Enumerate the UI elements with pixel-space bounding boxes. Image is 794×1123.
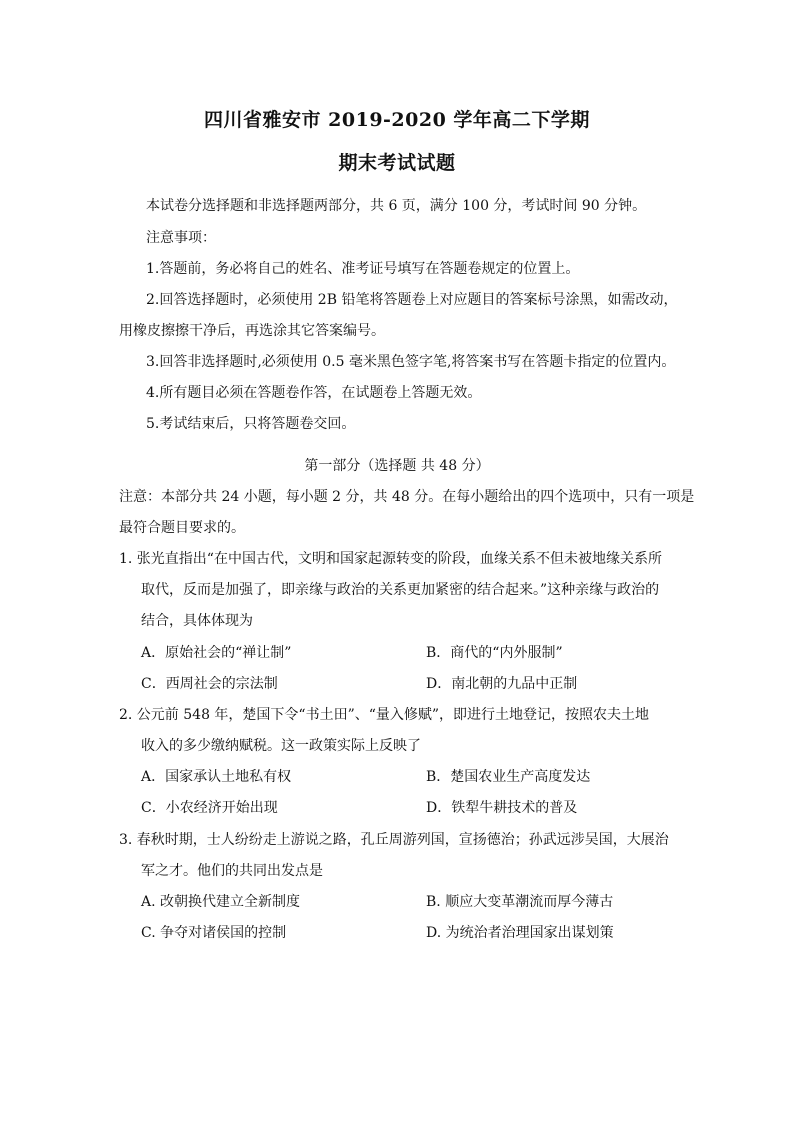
note-item: 3.回答非选择题时,必须使用 0.5 毫米黑色签字笔,将答案书写在答题卡指定的位置内。 [146,354,676,370]
intro-text: 本试卷分选择题和非选择题两部分，共 6 页，满分 100 分，考试时间 90 分钟。 [146,198,647,214]
question-1-option-d: D．南北朝的九品中正制 [426,676,578,692]
question-1-text: 结合，具体体现为 [141,613,253,629]
question-3-text: 3. 春秋时期，士人纷纷走上游说之路，孔丘周游列国，宣扬德治；孙武远涉吴国，大展治 [119,832,669,848]
note-item: 4.所有题目必须在答题卷作答，在试题卷上答题无效。 [146,385,482,401]
question-1-option-c: C．西周社会的宗法制 [141,676,278,692]
question-3-option-d: D. 为统治者治理国家出谋划策 [426,925,614,941]
note-item: 1.答题前，务必将自己的姓名、准考证号填写在答题卷规定的位置上。 [146,261,580,277]
question-1-option-b: B．商代的“内外服制” [426,645,563,661]
question-2-option-b: B．楚国农业生产高度发达 [426,769,591,785]
question-2-text: 收入的多少缴纳赋税。这一政策实际上反映了 [141,738,421,754]
exam-title: 四川省雅安市 2019-2020 学年高二下学期 [204,109,590,131]
notes-header: 注意事项： [146,230,216,246]
question-3-option-b: B. 顺应大变革潮流而厚今薄古 [426,894,614,910]
question-1-option-a: A．原始社会的“禅让制” [141,645,292,661]
section-instruction: 注意：本部分共 24 小题，每小题 2 分，共 48 分。在每小题给出的四个选项中，只有一项是 [119,489,695,505]
question-3-option-c: C. 争夺对诸侯国的控制 [141,925,287,941]
note-item: 2.回答选择题时，必须使用 2B 铅笔将答题卷上对应题目的答案标号涂黑，如需改动， [146,292,678,308]
question-3-option-a: A. 改朝换代建立全新制度 [141,894,301,910]
note-item: 5.考试结束后，只将答题卷交回。 [146,416,356,432]
question-3-text: 军之才。他们的共同出发点是 [141,863,323,879]
question-2-text: 2. 公元前 548 年，楚国下令“书土田”、“量入修赋”，即进行土地登记，按照农夫土地 [119,707,650,723]
question-1-text: 1. 张光直指出“在中国古代，文明和国家起源转变的阶段，血缘关系不但未被地缘关系所 [119,551,662,567]
note-item: 用橡皮擦擦干净后，再选涂其它答案编号。 [119,323,385,339]
question-2-option-a: A．国家承认土地私有权 [141,769,292,785]
question-1-text: 取代，反而是加强了，即亲缘与政治的关系更加紧密的结合起来。”这种亲缘与政治的 [141,582,660,598]
question-2-option-c: C．小农经济开始出现 [141,800,278,816]
question-2-option-d: D．铁犁牛耕技术的普及 [426,800,578,816]
section-title: 第一部分（选择题 共 48 分） [304,458,490,474]
exam-subtitle: 期末考试试题 [338,152,456,174]
section-instruction: 最符合题目要求的。 [119,520,245,536]
